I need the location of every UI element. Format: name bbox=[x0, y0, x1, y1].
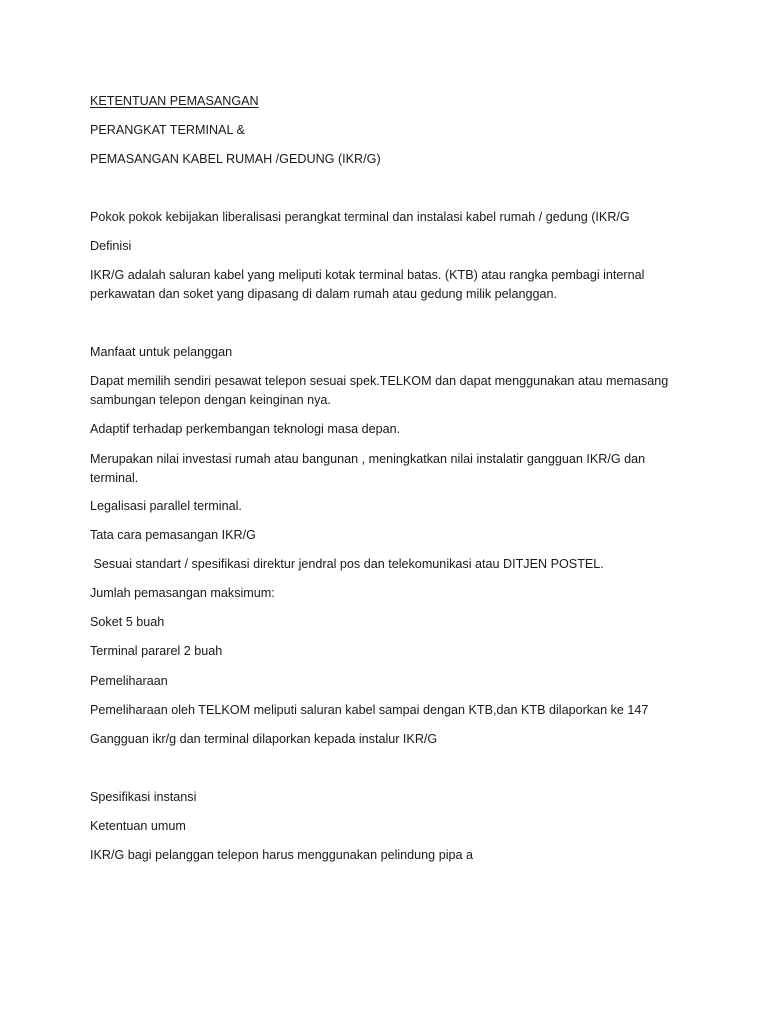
document-title-line-2: PERANGKAT TERMINAL & bbox=[90, 123, 245, 137]
manfaat-item-2: Adaptif terhadap perkembangan teknologi masa depan. bbox=[90, 422, 401, 436]
definisi-heading: Definisi bbox=[90, 239, 132, 253]
ketentuan-umum-text: IKR/G bagi pelanggan telepon harus menggunakan pelindung pipa a bbox=[90, 848, 474, 862]
tata-cara-text: Sesuai standart / spesifikasi direktur jendral pos dan telekomunikasi atau DITJEN POSTEL. bbox=[90, 557, 604, 571]
manfaat-heading: Manfaat untuk pelanggan bbox=[90, 345, 233, 359]
intro-paragraph: Pokok pokok kebijakan liberalisasi perangkat terminal dan instalasi kabel rumah / gedung (IKR/G bbox=[90, 210, 630, 224]
jumlah-terminal: Terminal pararel 2 buah bbox=[90, 644, 223, 658]
spesifikasi-heading: Spesifikasi instansi bbox=[90, 790, 197, 804]
manfaat-item-4: Legalisasi parallel terminal. bbox=[90, 499, 242, 513]
jumlah-heading: Jumlah pemasangan maksimum: bbox=[90, 586, 275, 600]
pemeliharaan-item-1: Pemeliharaan oleh TELKOM meliputi saluran kabel sampai dengan KTB,dan KTB dilaporkan ke 147 bbox=[90, 703, 649, 717]
document-title-line-1: KETENTUAN PEMASANGAN bbox=[90, 94, 259, 108]
definisi-text-line-1: IKR/G adalah saluran kabel yang meliputi kotak terminal batas. (KTB) atau rangka pembagi internal bbox=[90, 268, 645, 282]
tata-cara-heading: Tata cara pemasangan IKR/G bbox=[90, 528, 256, 542]
document-title-line-3: PEMASANGAN KABEL RUMAH /GEDUNG (IKR/G) bbox=[90, 152, 381, 166]
ketentuan-umum-heading: Ketentuan umum bbox=[90, 819, 186, 833]
manfaat-item-3-line-1: Merupakan nilai investasi rumah atau bangunan , meningkatkan nilai instalatir gangguan IKR/G dan bbox=[90, 452, 646, 466]
jumlah-soket: Soket 5 buah bbox=[90, 615, 165, 629]
pemeliharaan-heading: Pemeliharaan bbox=[90, 674, 168, 688]
manfaat-item-1-line-2: sambungan telepon dengan keinginan nya. bbox=[90, 393, 331, 407]
pemeliharaan-item-2: Gangguan ikr/g dan terminal dilaporkan kepada instalur IKR/G bbox=[90, 732, 438, 746]
manfaat-item-1-line-1: Dapat memilih sendiri pesawat telepon sesuai spek.TELKOM dan dapat menggunakan atau memasang bbox=[90, 374, 669, 388]
manfaat-item-3-line-2: terminal. bbox=[90, 471, 139, 485]
definisi-text-line-2: perkawatan dan soket yang dipasang di dalam rumah atau gedung milik pelanggan. bbox=[90, 287, 557, 301]
